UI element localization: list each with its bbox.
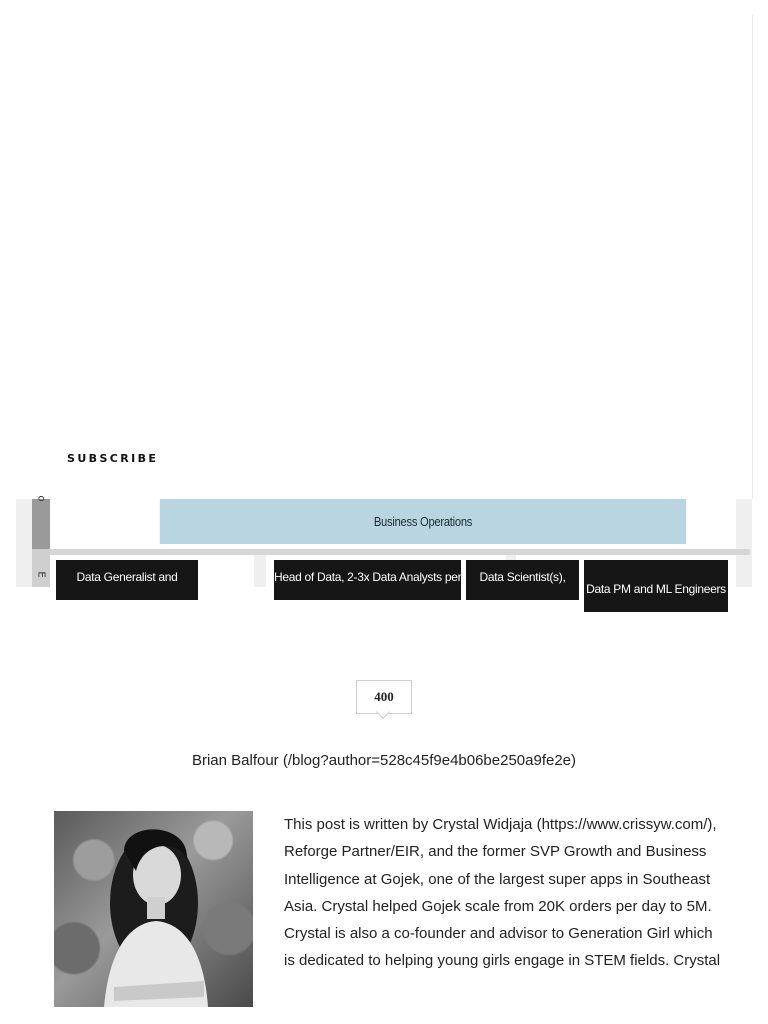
org-chart-box: Data PM and ML Engineers	[584, 560, 728, 612]
org-chart-box: Data Scientist(s),	[466, 560, 579, 600]
business-operations-banner: Business Operations	[160, 499, 686, 544]
org-chart-box: Head of Data, 2-3x Data Analysts per	[274, 560, 461, 600]
portrait-illustration	[54, 811, 253, 1007]
comment-count-badge[interactable]: 400	[356, 680, 412, 714]
subscribe-link[interactable]: SUBSCRIBE	[67, 452, 159, 465]
org-rail-glyph-top: o	[35, 495, 47, 502]
org-chart-image	[16, 495, 752, 596]
org-chart-box: Data Generalist and	[56, 560, 198, 600]
author-photo	[54, 811, 253, 1007]
author-bio: This post is written by Crystal Widjaja (https://www.crissyw.com/), Reforge Partner/EIR, and the former SVP Growth and Business Intelligence at Gojek, one of the largest super apps in Southeast Asia. Crystal helped Gojek scale from 20K orders per day to 5M. Crystal is also a co-founder and advisor to Generation Girl which is dedicated to helping young girls engage in STEM fields. Crystal	[284, 816, 721, 970]
hero-area	[16, 15, 753, 502]
author-link[interactable]: Brian Balfour (/blog?author=528c45f9e4b06be250a9fe2e)	[191, 752, 577, 769]
org-chart-rail-cap	[32, 499, 50, 549]
org-rail-glyph-bottom: E	[35, 571, 47, 578]
